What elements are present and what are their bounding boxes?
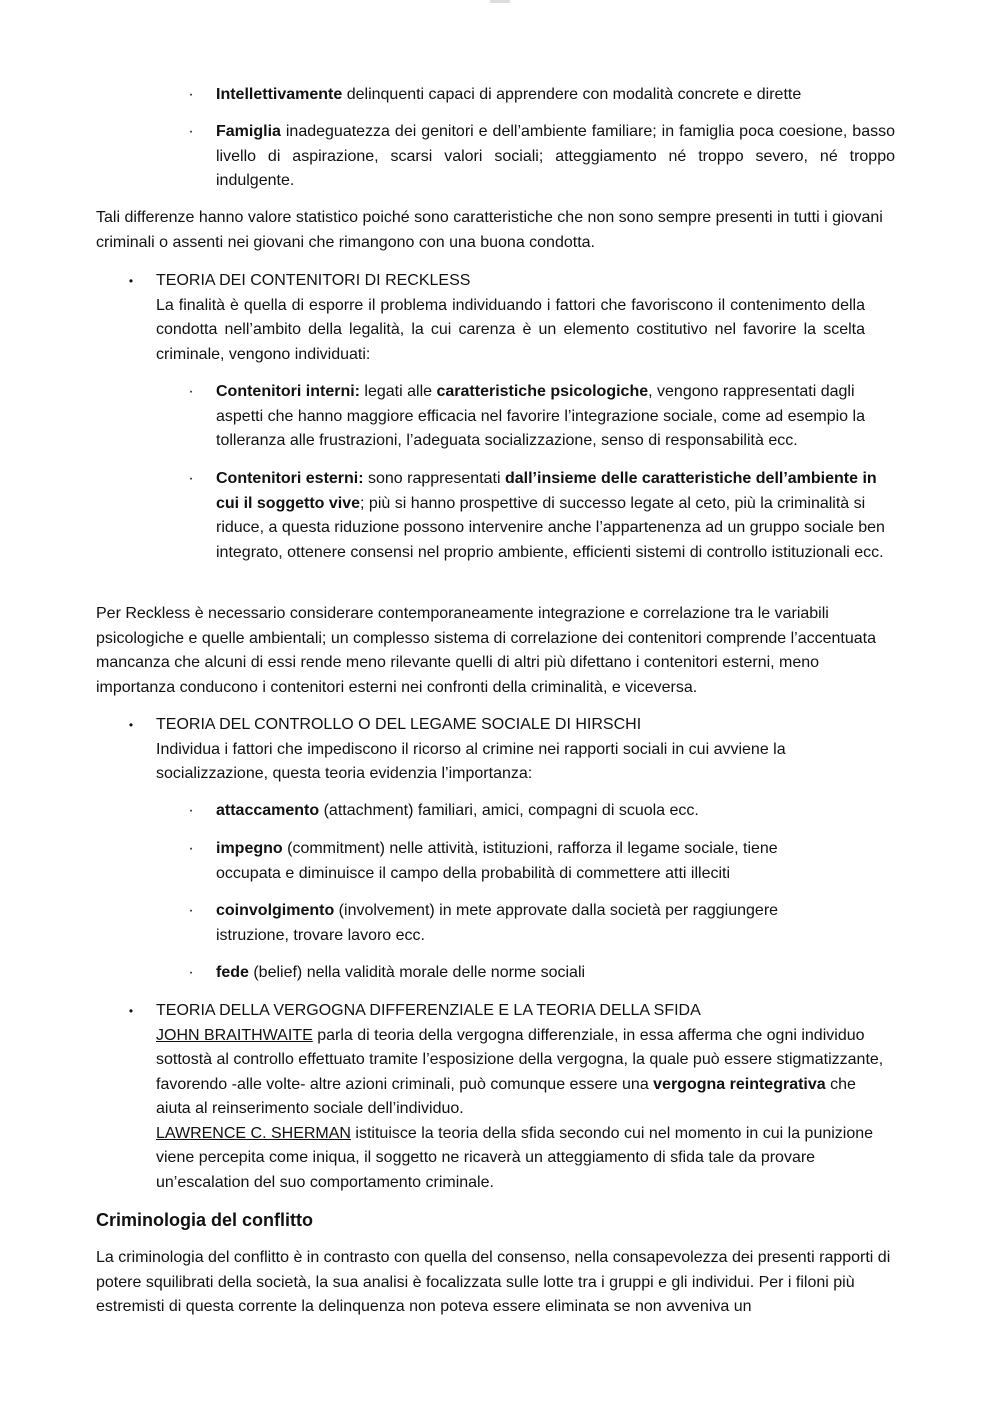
bullet-marker: •: [128, 1004, 134, 1018]
author-name: LAWRENCE C. SHERMAN: [156, 1124, 351, 1142]
item-text: (attachment) familiari, amici, compagni di scuola ecc.: [319, 802, 699, 819]
item-term: Contenitori interni:: [216, 383, 360, 400]
list-item: [188, 120, 895, 194]
section-vergogna: [128, 999, 895, 1195]
dot-marker: ·: [188, 123, 194, 140]
section-title: TEORIA DEI CONTENITORI DI RECKLESS: [156, 272, 471, 289]
section-heading: Criminologia del conflitto: [96, 1210, 313, 1230]
section-title: TEORIA DEL CONTROLLO O DEL LEGAME SOCIALE DI HIRSCHI: [156, 716, 642, 733]
item-term: coinvolgimento: [216, 902, 335, 919]
dot-marker: ·: [188, 964, 194, 981]
item-term: impegno: [216, 840, 283, 857]
item-text: delinquenti capaci di apprendere con modalità concrete e dirette: [342, 86, 802, 103]
bold-term: vergogna reintegrativa: [653, 1075, 826, 1093]
dot-marker: ·: [188, 840, 194, 857]
section-text: [156, 1024, 895, 1122]
item-text: , vengono rappresentati dagli aspetti che hanno maggiore efficacia nel favorire l’integrazione sociale, come ad esempio la tolleranza alle frustrazioni, l’adeguata socializzazione, senso di responsabilità ecc.: [216, 383, 865, 449]
list-item: [188, 467, 895, 565]
list-item: [188, 799, 895, 824]
item-term: fede: [216, 964, 249, 981]
section-title: TEORIA DELLA VERGOGNA DIFFERENZIALE E LA TEORIA DELLA SFIDA: [156, 1002, 701, 1019]
item-bold: caratteristiche psicologiche: [436, 383, 649, 400]
list-item: [188, 83, 895, 108]
header-mark: [490, 0, 510, 3]
dot-marker: ·: [188, 802, 194, 819]
section-body: che aiuta al reinserimento sociale dell’individuo.: [156, 1075, 856, 1117]
list-item: [188, 380, 895, 454]
paragraph: Tali differenze hanno valore statistico poiché sono caratteristiche che non sono sempre presenti in tutti i giovani criminali o assenti nei giovani che rimangono con una buona condotta.: [96, 209, 883, 251]
item-term: Intellettivamente: [216, 86, 343, 103]
item-text: sono rappresentati: [363, 470, 505, 487]
section-intro: Individua i fattori che impediscono il ricorso al crimine nei rapporti sociali in cui avviene la socializzazione, questa teoria evidenzia l’importanza:: [156, 740, 786, 782]
section-text: [156, 1122, 895, 1196]
item-text: inadeguatezza dei genitori e dell’ambiente familiare; in famiglia poca coesione, basso livello di aspirazione, scarsi valori sociali; atteggiamento né troppo severo, né troppo indulgente.: [216, 123, 895, 189]
section-reckless: [128, 269, 895, 367]
section-hirschi: [128, 713, 895, 787]
item-text: ; più si hanno prospettive di successo legate al ceto, più la criminalità si riduce, a questa riduzione possono intervenire anche l’appartenenza ad un gruppo sociale ben integrato, ottenere consensi nel proprio ambiente, efficienti sistemi di controllo istituzionali ecc.: [216, 494, 885, 561]
dot-marker: ·: [188, 470, 194, 487]
paragraph: La criminologia del conflitto è in contrasto con quella del consenso, nella consapevolezza dei presenti rapporti di potere squilibrati della società, la sua analisi è focalizzata sulle lotte tra i gruppi e gli individui. Per i filoni più estremisti di questa corrente la delinquenza non poteva essere eliminata se non avveniva un: [96, 1249, 891, 1315]
section-intro: La finalità è quella di esporre il problema individuando i fattori che favoriscono il contenimento della condotta nell’ambito della legalità, la cui carenza è un elemento costitutivo nel favorire la scelta criminale, vengono individuati:: [156, 296, 865, 363]
item-bold: dall’insieme delle caratteristiche dell’ambiente in cui il soggetto vive: [216, 470, 877, 512]
list-item: [188, 837, 840, 886]
dot-marker: ·: [188, 86, 194, 103]
dot-marker: ·: [188, 902, 194, 919]
list-item: [188, 961, 895, 986]
item-text: (commitment) nelle attività, istituzioni, rafforza il legame sociale, tiene occupata e diminuisce il campo della probabilità di commettere atti illeciti: [216, 840, 778, 882]
item-text: legati alle: [359, 383, 437, 400]
bullet-marker: •: [128, 274, 134, 288]
section-body: istituisce la teoria della sfida secondo cui nel momento in cui la punizione viene percepita come iniqua, il soggetto ne ricaverà un atteggiamento di sfida tale da provare un’escalation del suo comportamento criminale.: [156, 1124, 874, 1191]
item-term: attaccamento: [216, 802, 320, 819]
paragraph: Per Reckless è necessario considerare contemporaneamente integrazione e correlazione tra le variabili psicologiche e quelle ambientali; un complesso sistema di correlazione dei contenitori comprende l’accentuata mancanza che alcuni di essi rende meno rilevante quelli di altri più difettano i contenitori esterni, meno importanza conducono i contenitori esterni nei confronti della criminalità, e viceversa.: [96, 605, 876, 696]
item-text: (involvement) in mete approvate dalla società per raggiungere istruzione, trovare lavoro ecc.: [216, 902, 779, 944]
section-body: parla di teoria della vergogna differenziale, in essa afferma che ogni individuo sottostà al controllo effettuato tramite l’esposizione della vergogna, la quale può essere stigmatizzante, favorendo -alle volte- altre azioni criminali, può comunque essere una: [156, 1026, 884, 1093]
author-name: JOHN BRAITHWAITE: [156, 1026, 313, 1044]
bullet-marker: •: [128, 718, 134, 732]
list-item: [188, 899, 840, 948]
item-term: Contenitori esterni:: [216, 470, 364, 487]
dot-marker: ·: [188, 383, 194, 400]
item-term: Famiglia: [216, 123, 281, 140]
item-text: (belief) nella validità morale delle norme sociali: [248, 964, 586, 981]
